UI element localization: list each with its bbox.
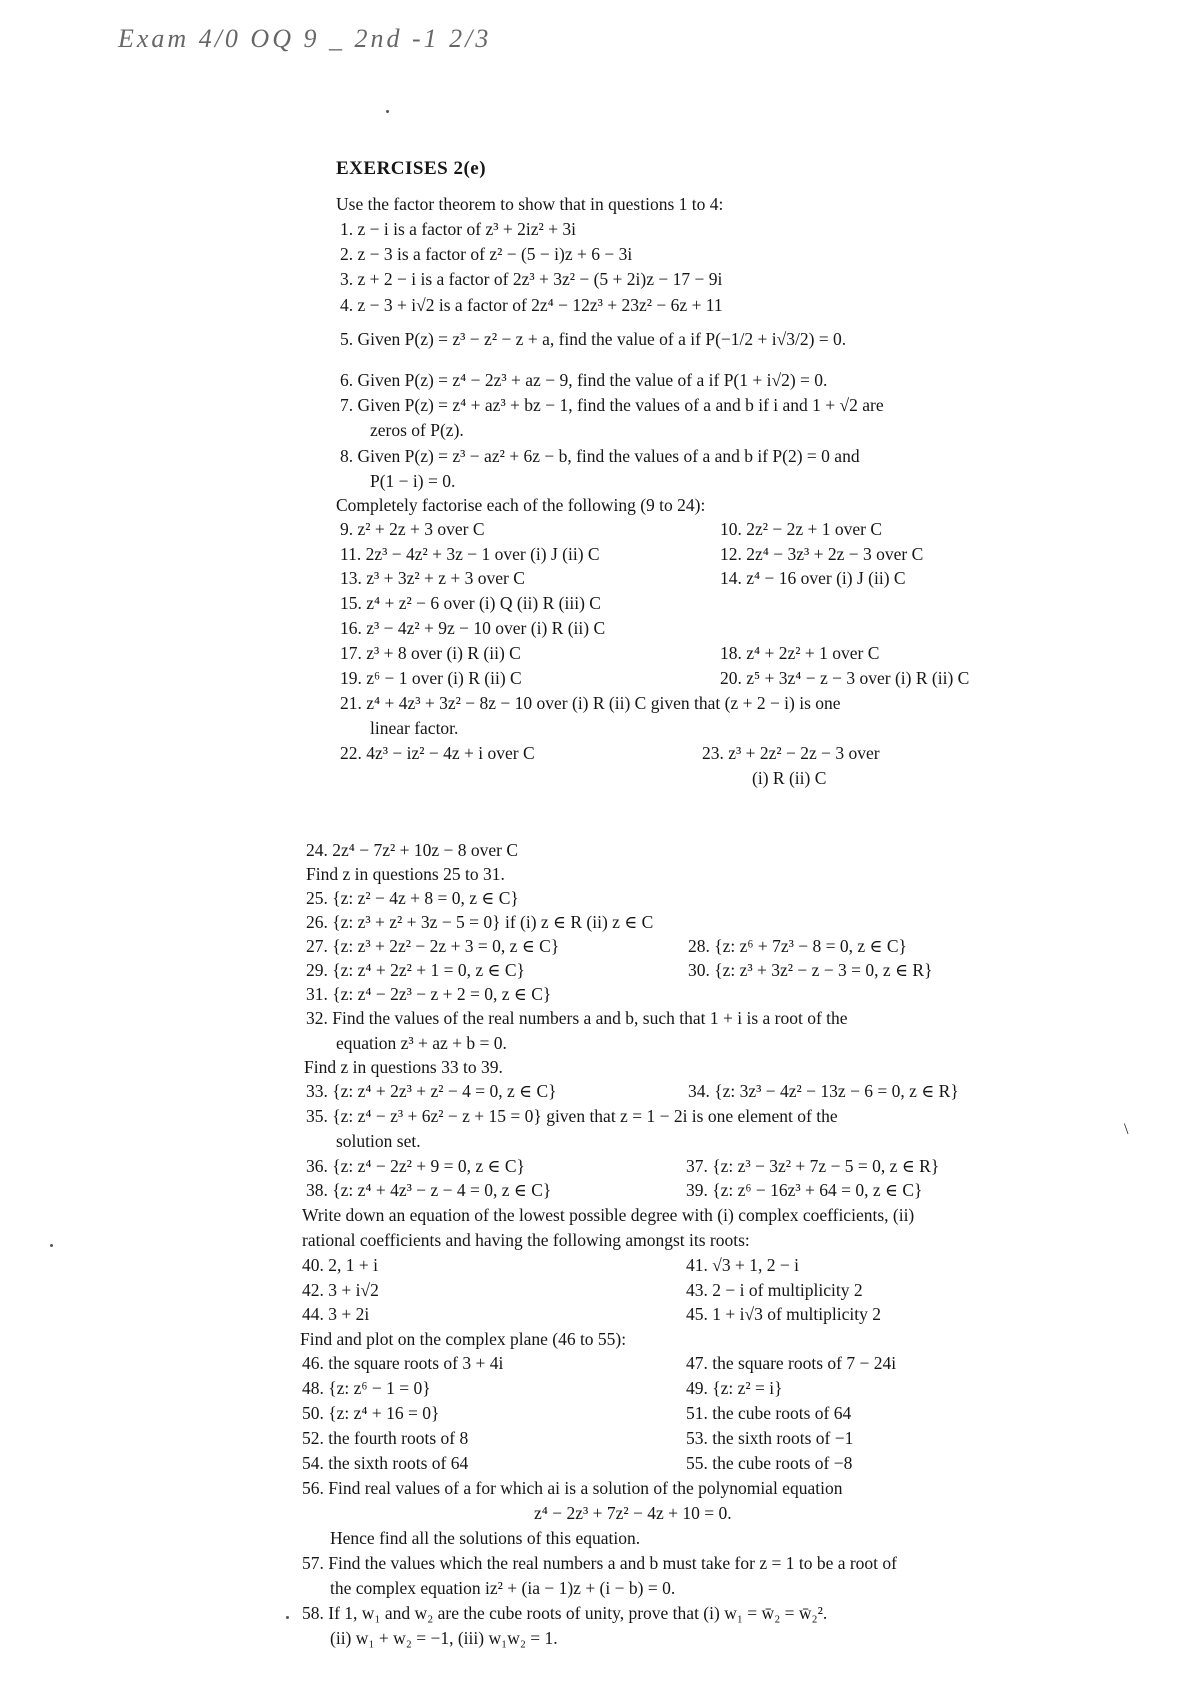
exercise-item: 12. 2z⁴ − 3z³ + 2z − 3 over C [720,544,924,564]
instruction-text: zeros of P(z). [370,420,464,440]
exercise-item: 52. the fourth roots of 8 [302,1428,469,1448]
instruction-text: Use the factor theorem to show that in questions 1 to 4: [336,194,724,214]
exercise-item: 58. If 1, w₁ and w₂ are the cube roots of unity, prove that (i) w₁ = w̄₂ = w̄₂². [302,1603,828,1623]
exercise-item: 40. 2, 1 + i [302,1255,378,1275]
instruction-text: z⁴ − 2z³ + 7z² − 4z + 10 = 0. [534,1503,732,1523]
exercise-item: 18. z⁴ + 2z² + 1 over C [720,643,880,663]
exercise-item: 32. Find the values of the real numbers a and b, such that 1 + i is a root of the [306,1008,848,1028]
exercise-item: 4. z − 3 + i√2 is a factor of 2z⁴ − 12z³ + 23z² − 6z + 11 [340,295,723,315]
exercise-item: 43. 2 − i of multiplicity 2 [686,1280,863,1300]
exercise-item: 47. the square roots of 7 − 24i [686,1353,897,1373]
exercise-item: 5. Given P(z) = z³ − z² − z + a, find the value of a if P(−1/2 + i√3/2) = 0. [340,329,847,349]
scan-speck [286,1616,289,1619]
exercise-item: 33. {z: z⁴ + 2z³ + z² − 4 = 0, z ∈ C} [306,1081,557,1101]
exercise-item: 50. {z: z⁴ + 16 = 0} [302,1403,440,1423]
exercise-item: 3. z + 2 − i is a factor of 2z³ + 3z² − (5 + 2i)z − 17 − 9i [340,269,723,289]
instruction-text: equation z³ + az + b = 0. [336,1033,507,1053]
exercise-item: 46. the square roots of 3 + 4i [302,1353,504,1373]
exercise-item: 55. the cube roots of −8 [686,1453,853,1473]
exercise-item: 15. z⁴ + z² − 6 over (i) Q (ii) R (iii) C [340,593,601,613]
exercise-item: 30. {z: z³ + 3z² − z − 3 = 0, z ∈ R} [688,960,933,980]
exercise-item: 49. {z: z² = i} [686,1378,783,1398]
instruction-text: linear factor. [370,718,459,738]
instruction-text: (ii) w₁ + w₂ = −1, (iii) w₁w₂ = 1. [330,1628,558,1648]
instruction-text: Find z in questions 33 to 39. [304,1057,503,1077]
scan-speck [50,1244,53,1247]
exercise-item: 54. the sixth roots of 64 [302,1453,469,1473]
exercise-item: 41. √3 + 1, 2 − i [686,1255,799,1275]
exercise-item: 6. Given P(z) = z⁴ − 2z³ + az − 9, find the value of a if P(1 + i√2) = 0. [340,370,828,390]
exercise-item: 1. z − i is a factor of z³ + 2iz² + 3i [340,219,576,239]
exercise-item: 48. {z: z⁶ − 1 = 0} [302,1378,431,1398]
exercise-item: 17. z³ + 8 over (i) R (ii) C [340,643,521,663]
exercise-item: 26. {z: z³ + z² + 3z − 5 = 0} if (i) z ∈ R (ii) z ∈ C [306,912,654,932]
exercise-item: 34. {z: 3z³ − 4z² − 13z − 6 = 0, z ∈ R} [688,1081,959,1101]
instruction-text: Find z in questions 25 to 31. [306,864,505,884]
instruction-text: rational coefficients and having the following amongst its roots: [302,1230,750,1250]
exercise-item: 38. {z: z⁴ + 4z³ − z − 4 = 0, z ∈ C} [306,1180,552,1200]
exercise-item: 28. {z: z⁶ + 7z³ − 8 = 0, z ∈ C} [688,936,907,956]
exercise-item: 44. 3 + 2i [302,1304,370,1324]
exercise-item: 13. z³ + 3z² + z + 3 over C [340,568,525,588]
handwritten-header: Exam 4/0 OQ 9 _ 2nd -1 2/3 [118,24,492,53]
exercise-item: 19. z⁶ − 1 over (i) R (ii) C [340,668,522,688]
exercise-item: 37. {z: z³ − 3z² + 7z − 5 = 0, z ∈ R} [686,1156,940,1176]
exercise-item: 53. the sixth roots of −1 [686,1428,854,1448]
instruction-text: Hence find all the solutions of this equation. [330,1528,641,1548]
exercise-item: 31. {z: z⁴ − 2z³ − z + 2 = 0, z ∈ C} [306,984,552,1004]
margin-mark: \ [1124,1121,1129,1138]
exercise-item: 56. Find real values of a for which ai is a solution of the polynomial equation [302,1478,843,1498]
exercise-item: 29. {z: z⁴ + 2z² + 1 = 0, z ∈ C} [306,960,525,980]
instruction-text: the complex equation iz² + (ia − 1)z + (i − b) = 0. [330,1578,676,1598]
instruction-text: Completely factorise each of the following (9 to 24): [336,495,706,515]
exercise-item: 42. 3 + i√2 [302,1280,379,1300]
instruction-text: Write down an equation of the lowest possible degree with (i) complex coefficients, (ii) [302,1205,915,1225]
exercise-item: 11. 2z³ − 4z² + 3z − 1 over (i) J (ii) C [340,544,600,564]
scan-speck [386,110,389,113]
exercise-item: 45. 1 + i√3 of multiplicity 2 [686,1304,881,1324]
instruction-text: (i) R (ii) C [752,768,827,788]
exercise-item: 7. Given P(z) = z⁴ + az³ + bz − 1, find the values of a and b if i and 1 + √2 are [340,395,884,415]
instruction-text: solution set. [336,1131,421,1151]
exercise-item: 8. Given P(z) = z³ − az² + 6z − b, find the values of a and b if P(2) = 0 and [340,446,860,466]
exercise-item: 21. z⁴ + 4z³ + 3z² − 8z − 10 over (i) R (ii) C given that (z + 2 − i) is one [340,693,841,713]
exercise-item: 57. Find the values which the real numbers a and b must take for z = 1 to be a root of [302,1553,897,1573]
exercise-item: 39. {z: z⁶ − 16z³ + 64 = 0, z ∈ C} [686,1180,923,1200]
exercise-item: 2. z − 3 is a factor of z² − (5 − i)z + 6 − 3i [340,244,633,264]
exercise-item: 9. z² + 2z + 3 over C [340,519,485,539]
exercise-item: 20. z⁵ + 3z⁴ − z − 3 over (i) R (ii) C [720,668,970,688]
exercise-item: 51. the cube roots of 64 [686,1403,852,1423]
instruction-text: Find and plot on the complex plane (46 to 55): [300,1329,627,1349]
exercise-item: 35. {z: z⁴ − z³ + 6z² − z + 15 = 0} given that z = 1 − 2i is one element of the [306,1106,838,1126]
exercise-item: 25. {z: z² − 4z + 8 = 0, z ∈ C} [306,888,519,908]
exercise-item: 27. {z: z³ + 2z² − 2z + 3 = 0, z ∈ C} [306,936,560,956]
exercise-item: 10. 2z² − 2z + 1 over C [720,519,883,539]
exercise-item: 16. z³ − 4z² + 9z − 10 over (i) R (ii) C [340,618,606,638]
exercise-heading: EXERCISES 2(e) [336,158,487,179]
exercise-item: 23. z³ + 2z² − 2z − 3 over [702,743,880,763]
instruction-text: P(1 − i) = 0. [370,471,456,491]
exercise-item: 36. {z: z⁴ − 2z² + 9 = 0, z ∈ C} [306,1156,525,1176]
exercise-item: 22. 4z³ − iz² − 4z + i over C [340,743,535,763]
exercise-item: 24. 2z⁴ − 7z² + 10z − 8 over C [306,840,519,860]
exercise-item: 14. z⁴ − 16 over (i) J (ii) C [720,568,906,588]
